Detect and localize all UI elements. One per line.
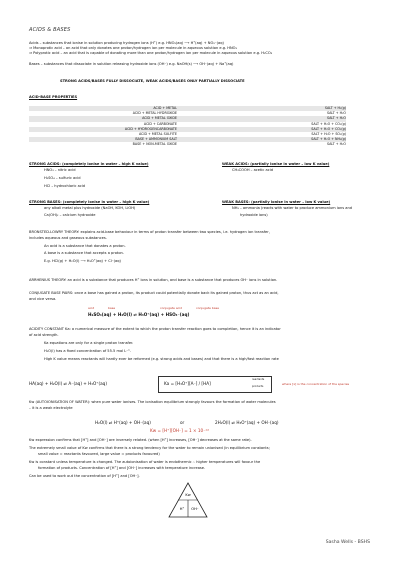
acid-base-properties-table [29,106,346,148]
strong-acid-item: H₂SO₄ – sulfuric acid [44,176,81,180]
ka-products: products [252,385,264,388]
weak-acids-heading: WEAK ACIDS: (partially ionise in water – low K value) [222,162,330,166]
kw-point: small value = reactants favoured, large value = products favoured) [38,452,160,456]
footer-author: Sasha Wells - BSHS [325,540,370,545]
triangle-right: OH⁻ [191,507,199,511]
property-products: SALT + H₂O [181,116,346,121]
bronsted-acid: An acid is a substance that donates a proton. [44,244,126,248]
kw-equation-1: H₂O(l) ⇌ H⁺(aq) + OH⁻(aq) [95,420,151,425]
kw-point: Can be used to work out the concentration of [H⁺] and [OH⁻]. [29,474,140,478]
label-acid: acid [88,306,95,310]
kw-text: – it is a weak electrolyte [29,406,73,410]
strong-base-item: any alkali metal plus hydroxide (NaOH, KOH, LiOH) [44,206,136,210]
property-reactants: ACID + METAL SULFITE [138,132,177,137]
triangle-left: H⁺ [179,507,185,511]
weak-acid-item: CH₃COOH – acetic acid [232,168,273,172]
kw-point: formation of products. Concentration of [H⁺] and [OH⁻] increases with temperature increase. [38,466,206,470]
bronsted-lowry-text: includes aqueous and gaseous substances. [29,236,107,240]
arrhenius-theory: ARRHENIUS THEORY: an acid is a substance that produces H⁺ ions in solution, and base is a substance that produces OH⁻ ions in solution. [29,278,278,282]
kw-equation-2: 2H₂O(l) ⇌ H₃O⁺(aq) + OH⁻(aq) [215,420,279,425]
property-reactants: BASE + AMMONIUM SALT [29,137,181,142]
property-reactants: BASE + NON-METAL OXIDE [132,142,177,147]
strong-base-item: Ca(OH)₂ – calcium hydroxide [44,213,96,217]
bronsted-example: E.g. HCl(g) + H₂O(l) ⟶ H₃O⁺(aq) + Cl⁻(aq) [44,259,121,263]
conjugate-pairs-text: and vice versa. [29,297,57,301]
kw-or: or [180,420,185,425]
property-products: SALT + H₂O [326,111,346,116]
kw-point: The extremely small value of Kw confirms that there is a strong tendency for the water to remain unionised (in equilibrium constants; [29,446,270,450]
strong-acid-item: HNO₃ – nitric acid [44,168,76,172]
property-reactants: ACID + METAL OXIDE [29,116,181,121]
ka-note: where [x] is the concentration of the species [282,382,350,386]
kw-point: Kw expression confirms that [H⁺] and [OH⁻] are inversely related. (when [H⁺] increases, [OH⁻] decreases at the same rate). [29,438,252,442]
property-products: SALT + H₂O + NH₃(g) [181,137,346,142]
acidity-constant-text: of acid strength. [29,333,59,337]
property-products: SALT + H₂O [326,142,346,147]
strong-acids-heading: STRONG ACIDS: (completely ionise in water – high K value) [29,162,149,166]
strong-acid-item: HCl – hydrochloric acid [44,184,86,188]
ka-point: H₂O(l) has a fixed concentration of 55.5 mol L⁻¹. [44,349,131,353]
weak-base-item: hydroxide ions) [240,213,268,217]
strong-bases-heading: STRONG BASES: (completely ionise in water – high K value) [29,200,150,204]
property-reactants: ACID + HYDROGENCARBONATE [29,127,181,132]
ka-expression: Ka = [H₃O⁺][A⁻] / [HA] [164,381,211,386]
acidity-constant-text: ACIDITY CONSTANT Ka: a numerical measure of the extent to which the proton transfer reaction goes to completion, hence it is an indicator [29,327,281,331]
kw-point: Kw is constant unless temperature is changed. The autoionisation of water is endothermic ∴ higher temperatures will favour the [29,460,261,464]
acid-base-properties-heading: ACID-BASE PROPERTIES [29,95,78,99]
triangle-top: Kw [185,493,191,497]
property-reactants: ACID + CARBONATE [143,121,177,126]
bases-definition: Bases – substances that dissociate in solution releasing hydroxide ions (OH⁻) e.g. NaOH(s) ⟶ OH⁻(aq) + Na⁺(aq) [29,62,234,66]
acids-definition: Acids – substances that ionise in solution producing hydrogen ions (H⁺) e.g. HNO₃(aq) ⟶ H⁺(aq) + NO₃⁻(aq) [29,41,224,45]
property-row [29,142,346,147]
ka-equation: HA(aq) + H₂O(l) ⇌ A⁻(aq) + H₃O⁺(aq) [29,381,107,386]
conjugate-pairs-equation: H₂SO₄(aq) + H₂O(l) ⇌ H₃O⁺(aq) + HSO₄⁻(aq) [88,312,190,317]
kw-expression: Kw = [H⁺][OH⁻] = 1 × 10⁻¹⁴ [150,428,209,433]
monoprotic-definition: ⇒ Monoprotic acid – an acid that only donates one proton/hydrogen ion per molecule in aqueous solution e.g. HNO₃ [29,46,237,50]
bronsted-base: A base is a substance that accepts a proton. [44,251,124,255]
conjugate-pairs-text: CONJUGATE BASE PAIRS: once a base has gained a proton, its product could potentially donate back its gained proton, thus act as an acid, [29,291,279,295]
page-title: ACIDS & BASES [29,27,71,33]
ka-reactants: reactants [252,378,265,381]
label-conjugate-base: conjugate base [196,306,219,310]
property-products: SALT + H₂(g) [181,106,346,111]
property-reactants: ACID + METAL [29,106,181,111]
kw-text: Kw (AUTOIONISATION OF WATER): when pure water ionises. The ionisation equilibrium strongly favours the formation of water molecules [29,400,276,404]
property-products: SALT + H₂O + CO₂(g) [181,127,346,132]
property-products: SALT + H₂O + CO₂(g) [311,121,346,126]
property-products: SALT + H₂O + SO₂(g) [311,132,346,137]
kw-triangle-icon [168,482,208,518]
polyprotic-definition: ⇒ Polyprotic acid – an acid that is capable of donating more than one proton/hydrogen ion per molecule in aqueous solution e.g. H₂CO₃ [29,51,273,55]
label-conjugate-acid: conjugate acid [160,306,183,310]
ka-point: Ka equations are only for a single proton transfer. [44,341,134,345]
label-base: base [108,306,116,310]
property-reactants: ACID + METAL HYDROXIDE [132,111,177,116]
weak-bases-heading: WEAK BASES: (partially ionise in water – low K value) [222,200,331,204]
strong-weak-heading: STRONG ACIDS/BASES FULLY DISSOCIATE, WEAK ACIDS/BASES ONLY PARTIALLY DISSOCIATE [60,79,245,83]
weak-base-item: NH₃ – ammonia (reacts with water to produce ammonium ions and [232,206,353,210]
ka-point: High K value means reactants will hardly ever be reformed (e.g. strong acids and bases) and that there is a high/fast reaction rate [44,357,279,361]
bronsted-lowry-text: BRONSTED-LOWRY THEORY: explains acid-base behaviour in terms of proton transfer between two species, i.e. hydrogen ion transfer, [29,230,270,234]
